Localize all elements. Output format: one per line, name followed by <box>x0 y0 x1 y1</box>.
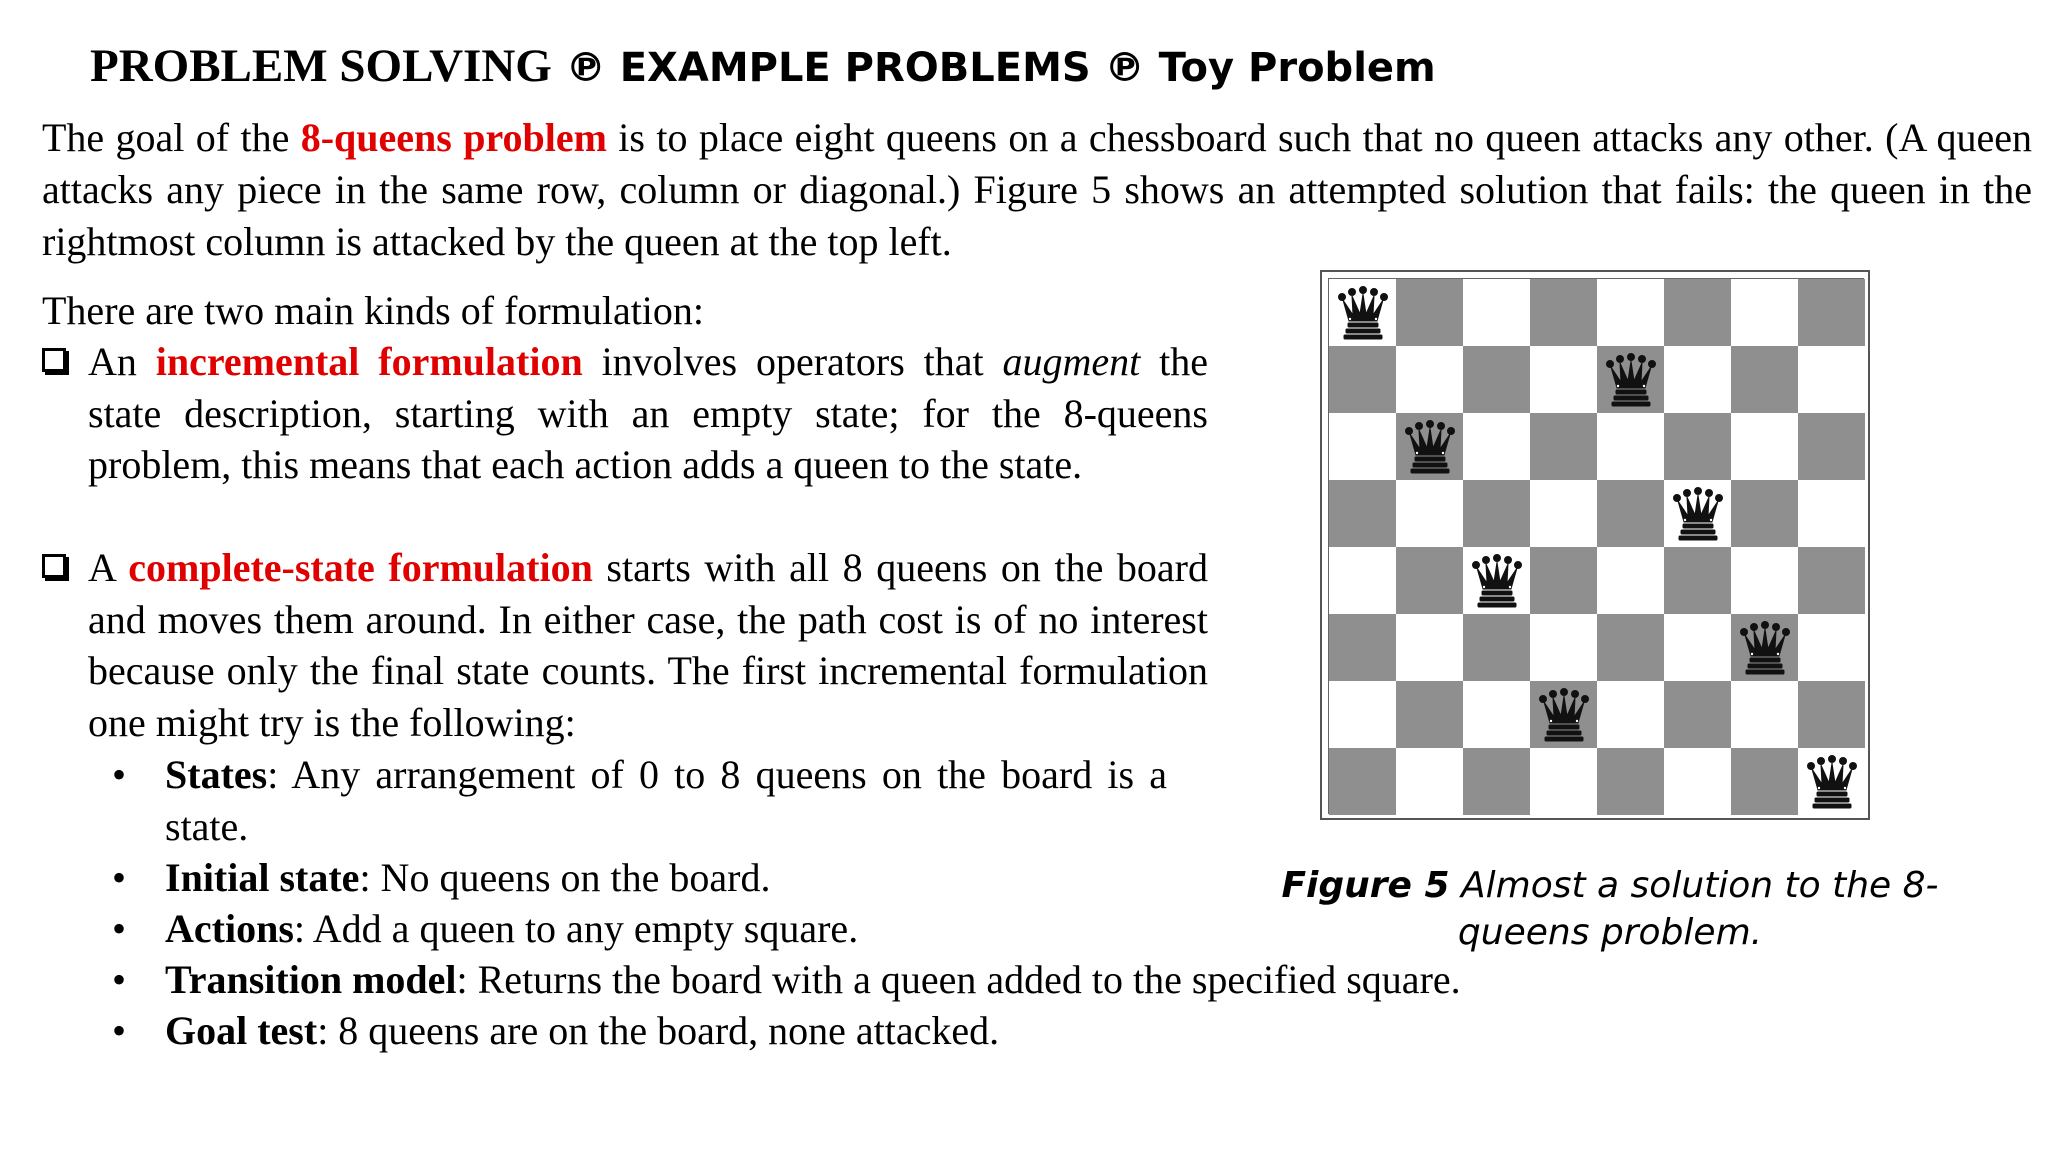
board-square <box>1731 547 1798 614</box>
title-separator: ℗ <box>551 45 620 91</box>
board-square <box>1396 279 1463 346</box>
slide-title <box>90 38 1436 96</box>
chess-queen-icon <box>1537 687 1591 743</box>
board-square <box>1530 681 1597 748</box>
board-square <box>1664 547 1731 614</box>
board-square <box>1463 614 1530 681</box>
term-label: Goal test <box>165 1008 318 1053</box>
checkbox-bullet-icon <box>42 348 66 372</box>
board-square <box>1798 346 1865 413</box>
chessboard <box>1328 278 1864 814</box>
board-square <box>1664 279 1731 346</box>
board-square <box>1329 547 1396 614</box>
board-square <box>1530 413 1597 480</box>
intro-highlight-8-queens: 8-queens problem <box>300 115 607 160</box>
board-square <box>1463 681 1530 748</box>
title-part-problem-solving: PROBLEM SOLVING <box>90 40 552 92</box>
list-item-goal-test: • Goal test: 8 queens are on the board, none attacked. <box>112 1005 999 1057</box>
board-square <box>1463 480 1530 547</box>
term-label: Actions <box>165 906 294 951</box>
board-square <box>1664 480 1731 547</box>
term-label: States <box>165 752 268 797</box>
board-square <box>1396 748 1463 815</box>
board-square <box>1329 748 1396 815</box>
board-square <box>1530 614 1597 681</box>
bullet-text: An incremental formulation involves operators that augment the state description, starting with an empty state; for the 8-queens problem, this means that each action adds a queen to the state. <box>88 339 1208 487</box>
bullet-dot-icon: • <box>112 1008 127 1053</box>
board-square <box>1798 614 1865 681</box>
board-square <box>1731 279 1798 346</box>
bullet-complete-state-formulation <box>42 542 1208 748</box>
board-square <box>1731 346 1798 413</box>
list-item-states: • States: Any arrangement of 0 to 8 queens on the board is a state. <box>112 749 1167 852</box>
board-square <box>1530 346 1597 413</box>
chess-queen-icon <box>1805 754 1859 810</box>
board-square <box>1396 413 1463 480</box>
board-square <box>1664 413 1731 480</box>
board-square <box>1396 614 1463 681</box>
board-square <box>1396 547 1463 614</box>
board-square <box>1329 279 1396 346</box>
chess-queen-icon <box>1403 419 1457 475</box>
list-item-transition-model: • Transition model: Returns the board with a queen added to the specified square. <box>112 954 1461 1006</box>
board-square <box>1463 346 1530 413</box>
board-square <box>1597 279 1664 346</box>
board-square <box>1664 614 1731 681</box>
caption-text: Almost a solution to the 8-queens problem. <box>1449 865 1939 953</box>
list-item-initial-state: • Initial state: No queens on the board. <box>112 852 770 904</box>
intro-text: The goal of the <box>42 115 301 160</box>
term-label: Initial state <box>165 855 360 900</box>
title-part-toy-problem: Toy Problem <box>1158 45 1436 91</box>
board-square <box>1463 748 1530 815</box>
board-square <box>1798 279 1865 346</box>
chess-queen-icon <box>1604 352 1658 408</box>
board-square <box>1731 614 1798 681</box>
board-square <box>1664 748 1731 815</box>
figure-caption <box>1240 862 1980 956</box>
board-square <box>1329 480 1396 547</box>
chess-queen-icon <box>1470 553 1524 609</box>
board-square <box>1530 547 1597 614</box>
board-square <box>1664 681 1731 748</box>
board-square <box>1396 681 1463 748</box>
board-square <box>1329 413 1396 480</box>
bullet-incremental-formulation <box>42 336 1208 491</box>
intro-paragraph <box>42 112 2032 268</box>
chess-queen-icon <box>1738 620 1792 676</box>
chess-queen-icon <box>1671 486 1725 542</box>
board-square <box>1731 413 1798 480</box>
bullet-dot-icon: • <box>112 752 127 797</box>
board-square <box>1597 681 1664 748</box>
board-square <box>1731 681 1798 748</box>
board-square <box>1798 413 1865 480</box>
title-separator: ℗ <box>1090 45 1159 91</box>
board-square <box>1597 346 1664 413</box>
emphasis-augment: augment <box>1002 339 1141 384</box>
bullet-dot-icon: • <box>112 855 127 900</box>
board-square <box>1396 346 1463 413</box>
board-square <box>1329 614 1396 681</box>
board-square <box>1731 748 1798 815</box>
checkbox-bullet-icon <box>42 554 66 578</box>
board-square <box>1530 480 1597 547</box>
board-square <box>1798 748 1865 815</box>
board-square <box>1731 480 1798 547</box>
board-square <box>1530 748 1597 815</box>
board-square <box>1329 346 1396 413</box>
term-label: Transition model <box>165 957 457 1002</box>
board-square <box>1597 413 1664 480</box>
board-square <box>1463 547 1530 614</box>
board-square <box>1597 748 1664 815</box>
board-square <box>1597 547 1664 614</box>
board-square <box>1798 547 1865 614</box>
intro-text: is to place eight queens on a chessboard such that no queen attacks any other. (A queen attacks any piece in the same row, column or diagonal.) Figure 5 shows an attempted solution that fails: the queen in the rightmost column is attacked by the queen at the top left. <box>42 115 2033 264</box>
board-square <box>1798 480 1865 547</box>
highlight-incremental-formulation: incremental formulation <box>155 339 583 384</box>
board-square <box>1396 480 1463 547</box>
board-square <box>1530 279 1597 346</box>
bullet-text: A complete-state formulation starts with all 8 queens on the board and moves them around. In either case, the path cost is of no interest because only the final state counts. The first incremental formulation one might try is the following: <box>88 545 1208 745</box>
board-square <box>1597 480 1664 547</box>
title-part-example-problems: EXAMPLE PROBLEMS <box>619 45 1091 91</box>
chess-queen-icon <box>1336 285 1390 341</box>
bullet-dot-icon: • <box>112 906 127 951</box>
formulation-heading: There are two main kinds of formulation: <box>42 288 705 333</box>
caption-label: Figure 5 <box>1281 865 1450 906</box>
list-item-actions: • Actions: Add a queen to any empty square. <box>112 903 858 955</box>
bullet-dot-icon: • <box>112 957 127 1002</box>
board-square <box>1798 681 1865 748</box>
board-square <box>1664 346 1731 413</box>
board-square <box>1463 413 1530 480</box>
board-square <box>1329 681 1396 748</box>
highlight-complete-state-formulation: complete-state formulation <box>128 545 593 590</box>
board-square <box>1463 279 1530 346</box>
board-square <box>1597 614 1664 681</box>
